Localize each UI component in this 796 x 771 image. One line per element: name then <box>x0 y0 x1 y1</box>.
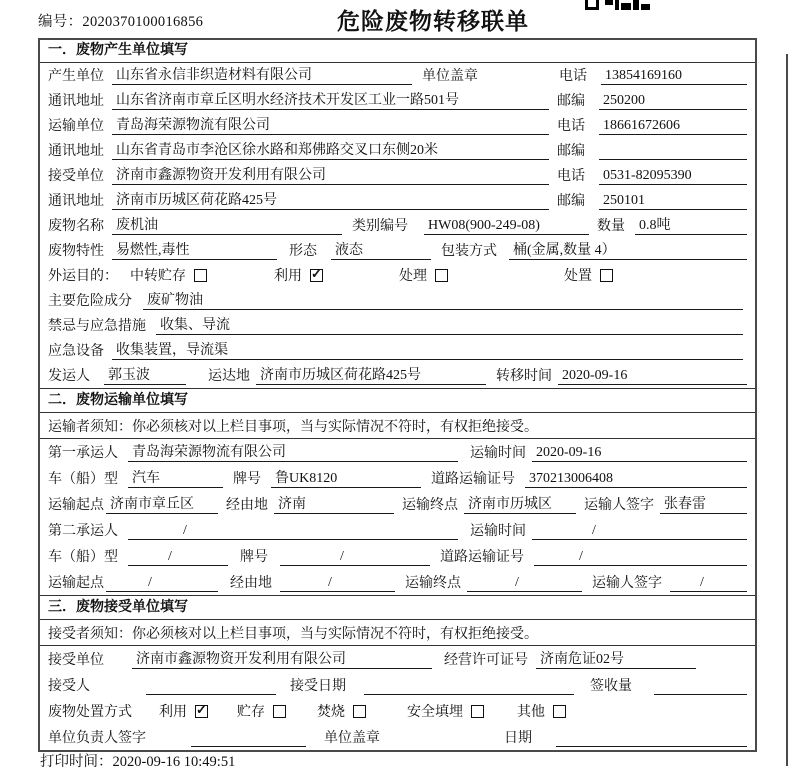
vehicle-type-2-value: / <box>128 549 228 566</box>
origin-2-label: 运输起点 <box>48 576 104 591</box>
receiver-postcode-value: 250101 <box>599 193 747 210</box>
option-label: 其他 <box>517 705 545 720</box>
purpose-option-use <box>274 265 399 285</box>
plate-no-value: 鲁UK8120 <box>271 467 421 488</box>
carrier-sign-2-label: 运输人签字 <box>592 576 662 591</box>
producer-postcode-label: 邮编 <box>557 94 585 109</box>
transporter-phone-value: 18661672606 <box>599 118 747 135</box>
doc-number-value: 2020370100016856 <box>82 14 204 30</box>
option-label: 利用 <box>274 269 302 284</box>
accept-date-value <box>364 694 574 695</box>
option-label: 贮存 <box>237 705 265 720</box>
producer-phone-value: 13854169160 <box>601 68 747 85</box>
doc-number-label: 编号： <box>38 14 83 30</box>
quantity-value: 0.8吨 <box>635 214 747 235</box>
transporter-address-label: 通讯地址 <box>48 144 104 159</box>
checkbox-disposal-store[interactable] <box>273 705 286 718</box>
vehicle-type-label: 车（船）型 <box>48 472 118 487</box>
transporter-postcode-value <box>599 159 747 160</box>
vehicle-type-2-label: 车（船）型 <box>48 550 118 565</box>
receiver-address-value: 济南市历城区荷花路425号 <box>112 189 549 210</box>
option-label: 安全填埋 <box>407 705 463 720</box>
waste-name-value: 废机油 <box>112 214 342 235</box>
receiver-unit-value: 济南市鑫源物资开发利用有限公司 <box>112 164 549 185</box>
disposal-option-use <box>159 701 237 721</box>
producer-unit-label: 产生单位 <box>48 69 104 84</box>
receiver-notice: 接受者须知：你必须核对以上栏目事项，当与实际情况不符时，有权拒绝接受。 <box>40 620 755 646</box>
row-shipper <box>40 363 755 388</box>
section-transporter <box>40 388 755 595</box>
producer-postcode-value: 250200 <box>599 93 747 110</box>
second-carrier-label: 第二承运人 <box>48 524 118 539</box>
emergency-equipment-value: 收集装置，导流渠 <box>112 339 743 360</box>
waste-name-label: 废物名称 <box>48 219 104 234</box>
row-route-1 <box>40 491 755 517</box>
license-no-value: 济南危证02号 <box>536 648 696 669</box>
endpoint-2-label: 运输终点 <box>405 576 461 591</box>
origin-label: 运输起点 <box>48 498 104 513</box>
accept-person-value <box>146 694 276 695</box>
receiver-phone-label: 电话 <box>557 169 585 184</box>
disposal-method-label: 废物处置方式 <box>48 705 132 720</box>
carrier-sign-value: 张春雷 <box>660 493 747 514</box>
checkbox-disposal-use[interactable] <box>195 705 208 718</box>
unit-seal-label: 单位盖章 <box>422 69 478 84</box>
transfer-time-value: 2020-09-16 <box>558 368 747 385</box>
second-carrier-value: / <box>128 523 458 540</box>
purpose-option-dispose <box>564 265 613 285</box>
origin-2-value: / <box>106 575 218 592</box>
qr-code-fragment-icon <box>585 0 651 11</box>
row-producer-unit <box>40 63 755 88</box>
accept-unit-label: 接受单位 <box>48 653 104 668</box>
packing-value: 桶(金属,数量 4） <box>509 239 747 260</box>
checkbox-disposal-landfill[interactable] <box>471 705 484 718</box>
option-label: 焚烧 <box>317 705 345 720</box>
origin-value: 济南市章丘区 <box>106 493 218 514</box>
carrier-sign-2-value: / <box>670 575 747 592</box>
endpoint-2-value: / <box>467 575 582 592</box>
transfer-time-label: 转移时间 <box>496 369 552 384</box>
row-producer-address <box>40 88 755 113</box>
row-receiver-address <box>40 188 755 213</box>
checkbox-disposal-other[interactable] <box>553 705 566 718</box>
row-waste-property <box>40 238 755 263</box>
shipper-value: 郭玉波 <box>104 364 186 385</box>
transport-time-label: 运输时间 <box>470 446 526 461</box>
checkbox-disposal-incinerate[interactable] <box>353 705 366 718</box>
responsible-sign-value <box>191 746 306 747</box>
transport-time-2-label: 运输时间 <box>470 524 526 539</box>
outbound-purpose-label: 外运目的： <box>48 269 118 284</box>
row-route-2 <box>40 569 755 595</box>
via-2-label: 经由地 <box>230 576 272 591</box>
row-first-carrier <box>40 439 755 465</box>
road-permit-2-label: 道路运输证号 <box>440 550 524 565</box>
endpoint-label: 运输终点 <box>402 498 458 513</box>
unit-seal-2-label: 单位盖章 <box>324 731 380 746</box>
disposal-option-other <box>517 701 566 721</box>
checkbox-treat[interactable] <box>435 269 448 282</box>
accept-unit-value: 济南市鑫源物资开发利用有限公司 <box>132 648 432 669</box>
carrier-sign-label: 运输人签字 <box>584 498 654 513</box>
via-value: 济南 <box>274 493 394 514</box>
row-main-hazard <box>40 288 755 313</box>
transporter-address-value: 山东省青岛市李沧区徐水路和郑佛路交叉口东侧20米 <box>112 139 549 160</box>
received-qty-label: 签收量 <box>590 679 632 694</box>
via-2-value: / <box>280 575 395 592</box>
row-emergency-measures <box>40 313 755 338</box>
section-receiver-title: 三．废物接受单位填写 <box>40 595 755 620</box>
checkbox-dispose[interactable] <box>600 269 613 282</box>
category-no-label: 类别编号 <box>352 219 408 234</box>
road-permit-label: 道路运输证号 <box>431 472 515 487</box>
responsible-sign-label: 单位负责人签字 <box>48 731 146 746</box>
disposal-option-incinerate <box>317 701 407 721</box>
license-no-label: 经营许可证号 <box>444 653 528 668</box>
producer-address-value: 山东省济南市章丘区明水经济技术开发区工业一路501号 <box>112 89 549 110</box>
first-carrier-value: 青岛海荣源物流有限公司 <box>128 441 458 462</box>
category-no-value: HW08(900-249-08) <box>424 218 589 235</box>
waste-property-label: 废物特性 <box>48 244 104 259</box>
disposal-option-landfill <box>407 701 517 721</box>
disposal-option-store <box>237 701 317 721</box>
receiver-phone-value: 0531-82095390 <box>599 168 747 185</box>
waste-property-value: 易燃性,毒性 <box>112 239 277 260</box>
manifest-form <box>38 38 757 752</box>
vehicle-type-value: 汽车 <box>128 467 223 488</box>
date-value <box>556 746 747 747</box>
section-receiver <box>40 595 755 750</box>
emergency-measures-value: 收集、导流 <box>156 314 743 335</box>
row-waste-name <box>40 213 755 238</box>
transporter-notice: 运输者须知：你必须核对以上栏目事项，当与实际情况不符时，有权拒绝接受。 <box>40 413 755 439</box>
purpose-option-treat <box>399 265 564 285</box>
row-disposal-method <box>40 698 755 724</box>
receiver-address-label: 通讯地址 <box>48 194 104 209</box>
transporter-postcode-label: 邮编 <box>557 144 585 159</box>
accept-date-label: 接受日期 <box>290 679 346 694</box>
first-carrier-label: 第一承运人 <box>48 446 118 461</box>
date-label: 日期 <box>504 731 532 746</box>
emergency-equipment-label: 应急设备 <box>48 344 104 359</box>
received-qty-value <box>654 694 747 695</box>
emergency-measures-label: 禁忌与应急措施 <box>48 319 146 334</box>
print-time-label: 打印时间： <box>40 754 113 770</box>
row-transporter-unit <box>40 113 755 138</box>
form-label: 形态 <box>289 244 317 259</box>
row-outbound-purpose <box>40 263 755 288</box>
row-receiver-unit <box>40 163 755 188</box>
section-producer <box>40 40 755 388</box>
row-transporter-address <box>40 138 755 163</box>
via-label: 经由地 <box>226 498 268 513</box>
plate-no-2-label: 牌号 <box>240 550 268 565</box>
section-transporter-title: 二．废物运输单位填写 <box>40 388 755 413</box>
accept-person-label: 接受人 <box>48 679 90 694</box>
packing-label: 包装方式 <box>441 244 497 259</box>
transport-time-2-value: / <box>532 523 747 540</box>
shipper-label: 发运人 <box>48 369 90 384</box>
road-permit-value: 370213006408 <box>525 471 747 488</box>
plate-no-2-value: / <box>280 549 430 566</box>
producer-phone-label: 电话 <box>559 69 587 84</box>
transporter-unit-label: 运输单位 <box>48 119 104 134</box>
checkbox-use[interactable] <box>310 269 323 282</box>
row-accept-unit <box>40 646 755 672</box>
transporter-phone-label: 电话 <box>557 119 585 134</box>
row-accept-person <box>40 672 755 698</box>
checkbox-transfer-storage[interactable] <box>194 269 207 282</box>
option-label: 利用 <box>159 705 187 720</box>
quantity-label: 数量 <box>597 219 625 234</box>
row-second-carrier <box>40 517 755 543</box>
producer-address-label: 通讯地址 <box>48 94 104 109</box>
plate-no-label: 牌号 <box>233 472 261 487</box>
row-vehicle-1 <box>40 465 755 491</box>
page-right-edge-line <box>786 54 788 766</box>
option-label: 中转贮存 <box>130 269 186 284</box>
endpoint-value: 济南市历城区 <box>464 493 576 514</box>
row-emergency-equipment <box>40 338 755 363</box>
print-time-value: 2020-09-16 10:49:51 <box>112 754 236 770</box>
purpose-option-transfer-storage <box>130 265 274 285</box>
main-hazard-value: 废矿物油 <box>143 289 743 310</box>
row-responsible-sign <box>40 724 755 750</box>
page-title: 危险废物转移联单 <box>337 9 529 34</box>
receiver-postcode-label: 邮编 <box>557 194 585 209</box>
transport-time-value: 2020-09-16 <box>532 445 747 462</box>
form-value: 液态 <box>331 239 431 260</box>
receiver-unit-label: 接受单位 <box>48 169 104 184</box>
section-producer-title: 一．废物产生单位填写 <box>40 40 755 63</box>
transporter-unit-value: 青岛海荣源物流有限公司 <box>112 114 549 135</box>
destination-label: 运达地 <box>208 369 250 384</box>
option-label: 处理 <box>399 269 427 284</box>
producer-unit-value: 山东省永信非织造材料有限公司 <box>112 64 412 85</box>
option-label: 处置 <box>564 269 592 284</box>
road-permit-2-value: / <box>534 549 747 566</box>
main-hazard-label: 主要危险成分 <box>48 294 132 309</box>
page-header <box>0 0 796 38</box>
destination-value: 济南市历城区荷花路425号 <box>256 364 486 385</box>
row-vehicle-2 <box>40 543 755 569</box>
